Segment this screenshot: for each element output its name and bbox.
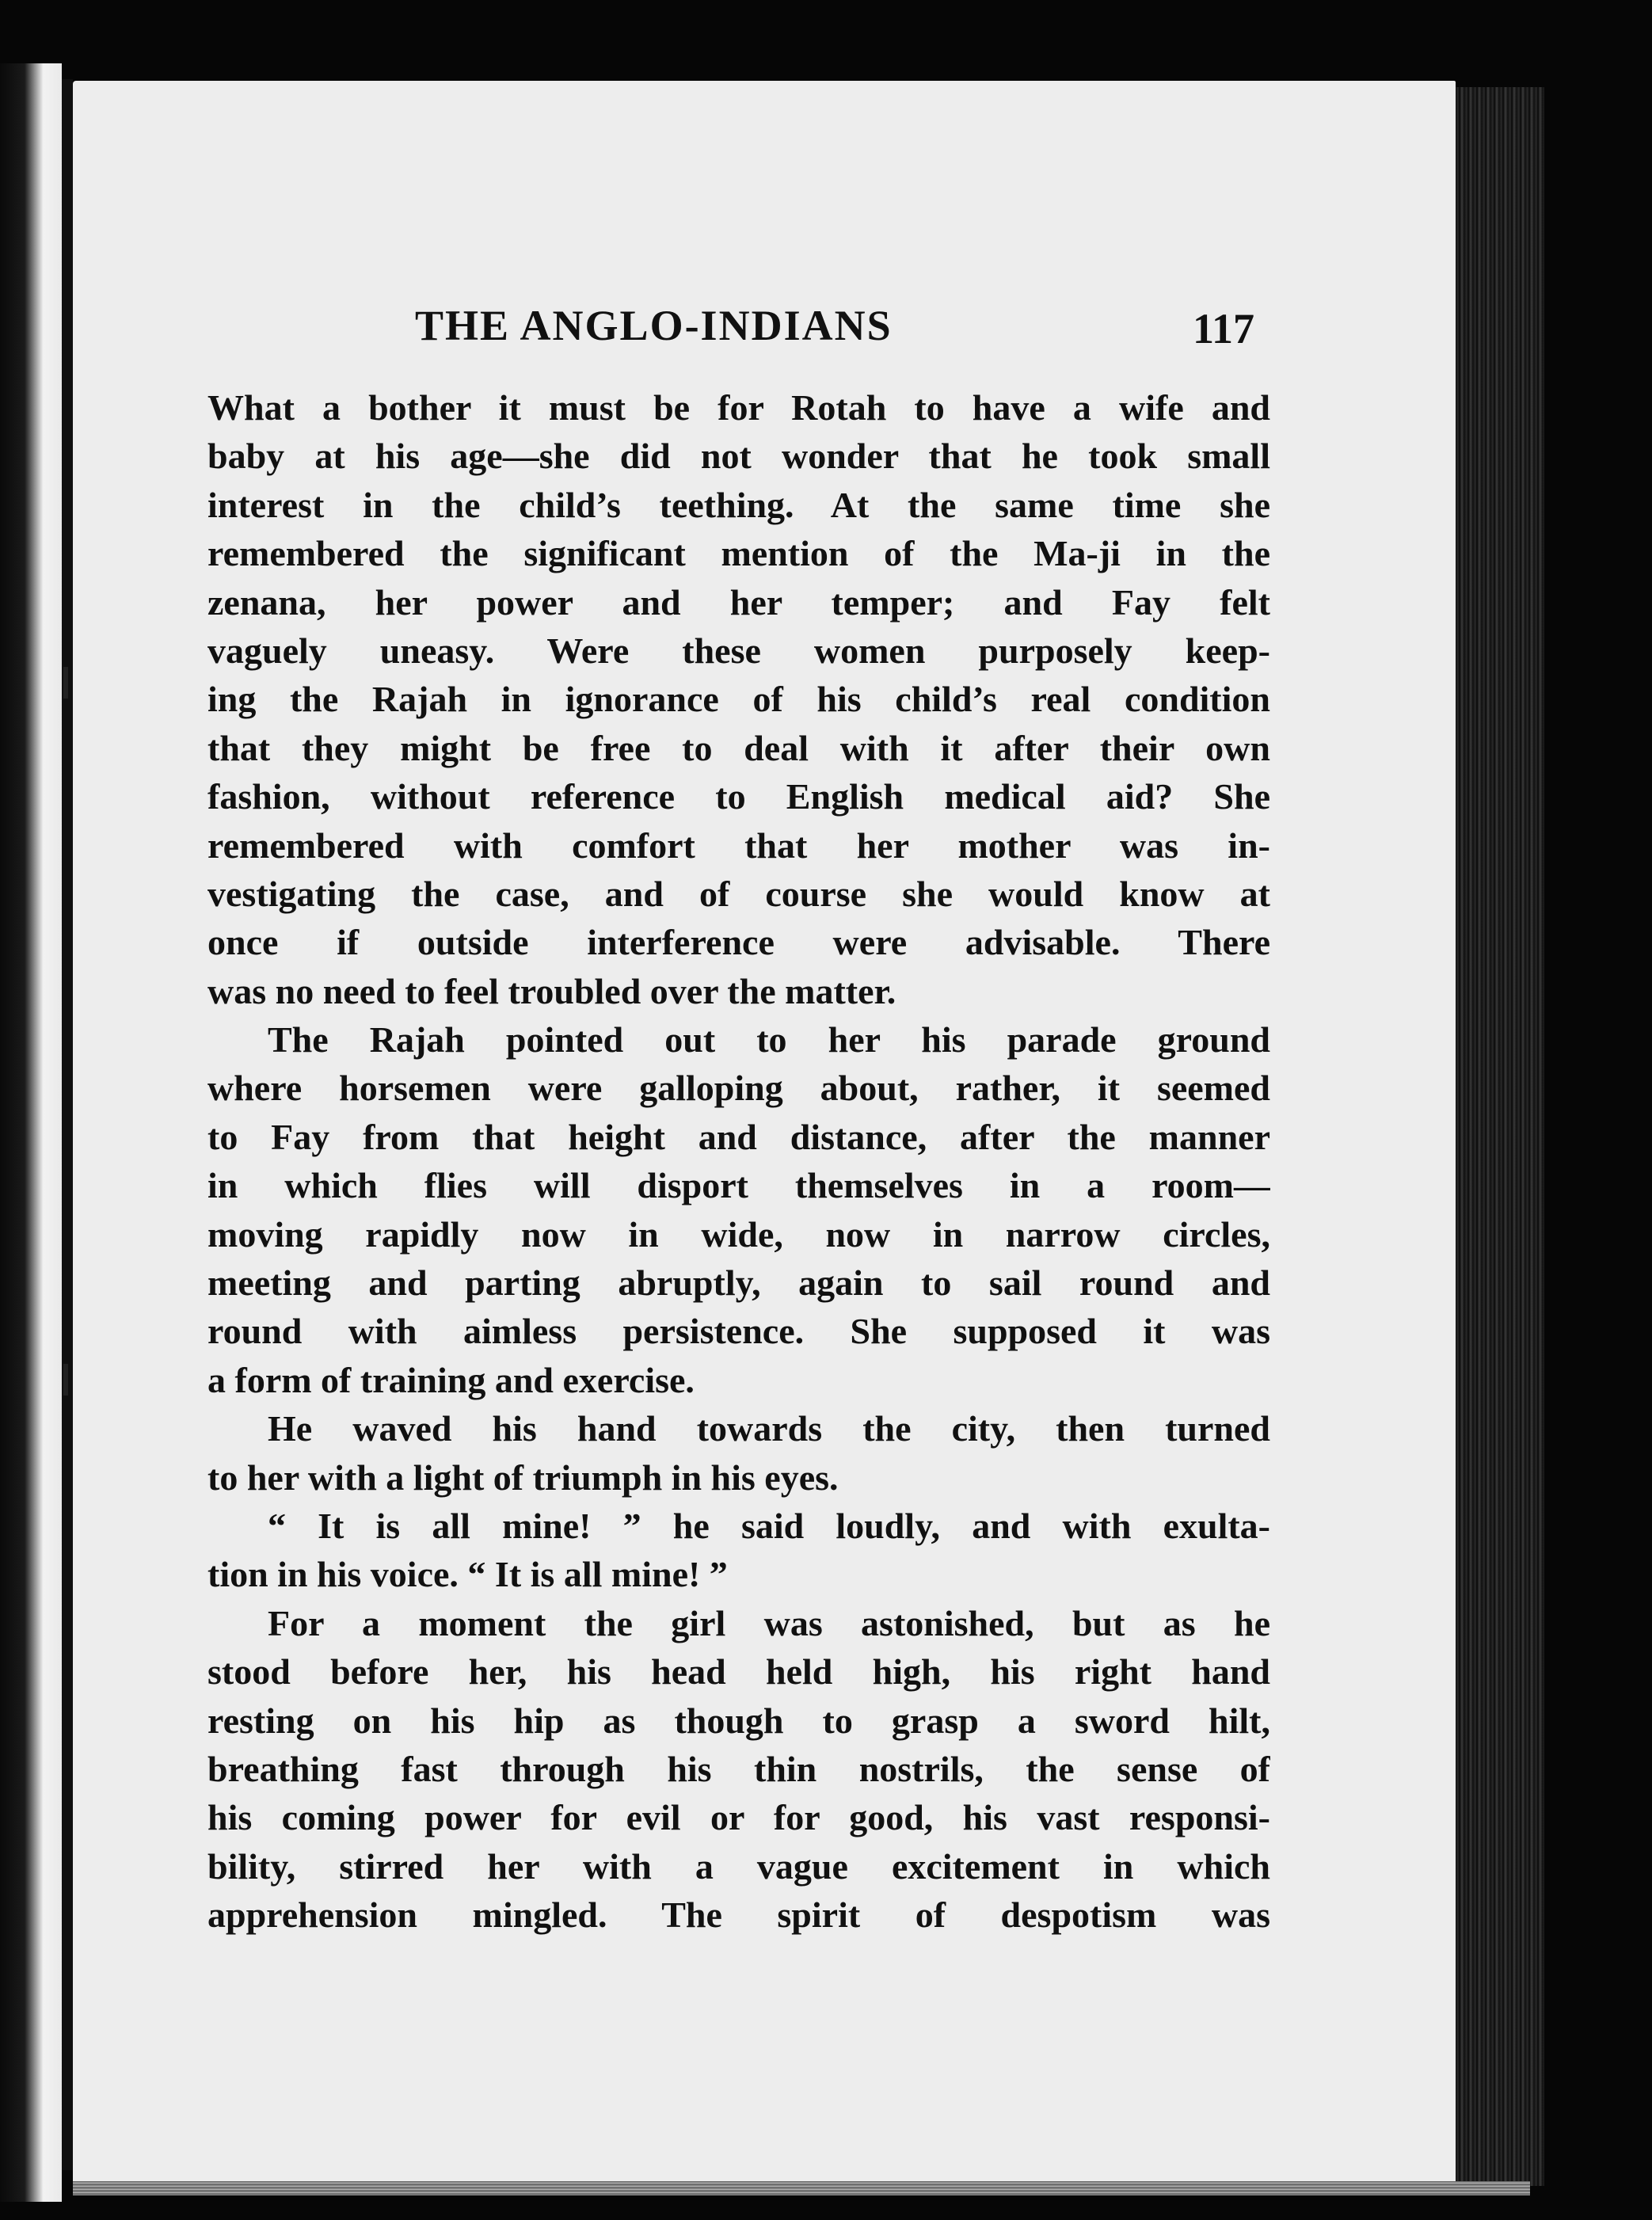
- running-head-title: THE ANGLO-INDIANS: [415, 302, 893, 349]
- text-line: breathing fast through his thin nostrils, the sense of: [207, 1748, 1270, 1789]
- text-line: where horsemen were galloping about, rather, it seemed: [207, 1068, 1270, 1109]
- text-line: moving rapidly now in wide, now in narrow circles,: [207, 1213, 1270, 1255]
- text-line: his coming power for evil or for good, his vast responsi-: [207, 1797, 1270, 1838]
- book-fore-edge: [1456, 87, 1544, 2186]
- text-line: tion in his voice. “ It is all mine! ”: [207, 1554, 728, 1595]
- scan-artifact: [63, 667, 68, 699]
- text-line: a form of training and exercise.: [207, 1359, 695, 1400]
- text-line: vaguely uneasy. Were these women purposely keep-: [207, 630, 1270, 671]
- text-line: remembered with comfort that her mother was in-: [207, 824, 1270, 866]
- text-line: ing the Rajah in ignorance of his child’s real condition: [207, 679, 1270, 720]
- text-line: stood before her, his head held high, his right hand: [207, 1651, 1270, 1693]
- body-text: [207, 383, 1270, 1940]
- scan-artifact: [63, 1364, 68, 1396]
- text-line: For a moment the girl was astonished, but as he: [268, 1602, 1270, 1643]
- text-line: that they might be free to deal with it after their own: [207, 727, 1270, 768]
- page-number: 117: [1193, 305, 1255, 352]
- page-bottom-edge: [73, 2181, 1530, 2195]
- text-line: interest in the child’s teething. At the same time she: [207, 484, 1270, 525]
- text-line: round with aimless persistence. She supposed it was: [207, 1311, 1270, 1352]
- text-line: bility, stirred her with a vague excitement in which: [207, 1845, 1270, 1887]
- text-line: in which flies will disport themselves in a room—: [207, 1165, 1270, 1206]
- text-line: was no need to feel troubled over the matter.: [207, 970, 896, 1011]
- text-line: to her with a light of triumph in his eyes.: [207, 1457, 839, 1498]
- text-line: baby at his age—she did not wonder that he took small: [207, 436, 1270, 477]
- text-line: fashion, without reference to English medical aid? She: [207, 776, 1270, 817]
- text-line: apprehension mingled. The spirit of despotism was: [207, 1894, 1270, 1936]
- text-line: The Rajah pointed out to her his parade ground: [268, 1019, 1270, 1060]
- text-line: zenana, her power and her temper; and Fay felt: [207, 581, 1270, 623]
- text-line: to Fay from that height and distance, after the manner: [207, 1116, 1270, 1157]
- page-gutter: [62, 79, 73, 2170]
- text-line: vestigating the case, and of course she would know at: [207, 873, 1270, 914]
- text-line: meeting and parting abruptly, again to sail round and: [207, 1262, 1270, 1304]
- running-head: [73, 301, 1456, 364]
- text-line: resting on his hip as though to grasp a sword hilt,: [207, 1700, 1270, 1741]
- facing-page-edge: [0, 63, 62, 2202]
- text-line: “ It is all mine! ” he said loudly, and with exulta-: [268, 1505, 1270, 1546]
- text-line: What a bother it must be for Rotah to have a wife and: [207, 387, 1270, 428]
- text-line: once if outside interference were advisable. There: [207, 922, 1270, 963]
- book-page: [73, 81, 1456, 2181]
- text-line: remembered the significant mention of the Ma-ji in the: [207, 533, 1270, 574]
- text-line: He waved his hand towards the city, then turned: [268, 1408, 1270, 1449]
